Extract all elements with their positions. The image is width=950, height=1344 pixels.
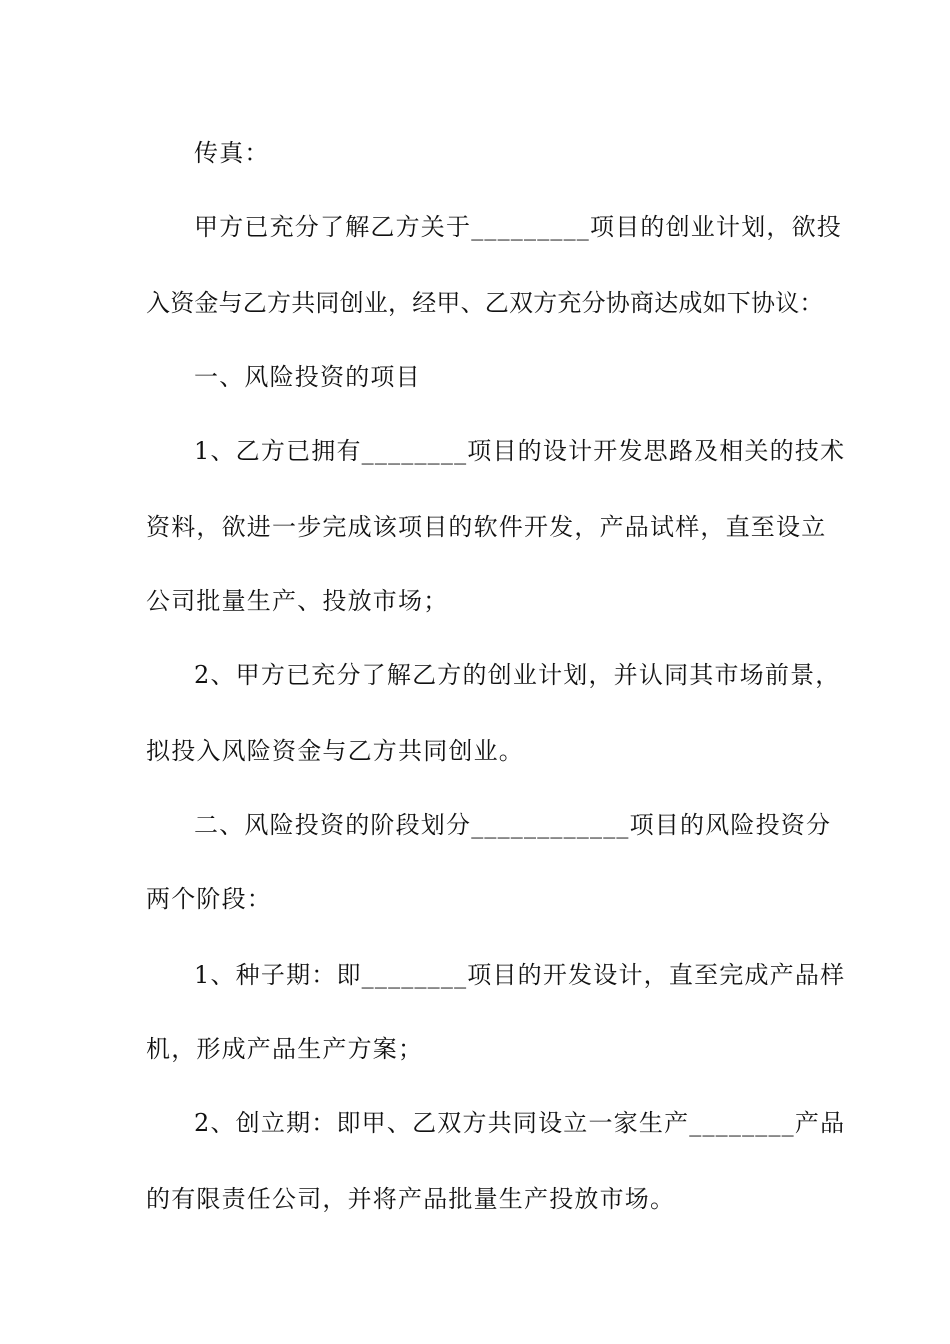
paragraph-intro-line-1: 甲方已充分了解乙方关于_________项目的创业计划，欲投 (194, 213, 842, 241)
clause-2-1-line-2: 机，形成产品生产方案； (146, 1035, 424, 1063)
clause-1-1-line-1: 1、乙方已拥有________项目的设计开发思路及相关的技术 (194, 437, 846, 465)
clause-2-2-line-2: 的有限责任公司，并将产品批量生产投放市场。 (146, 1185, 676, 1213)
clause-1-2-line-1: 2、甲方已充分了解乙方的创业计划，并认同其市场前景， (194, 661, 841, 689)
paragraph-intro-line-2: 入资金与乙方共同创业，经甲、乙双方充分协商达成如下协议： (146, 289, 824, 317)
clause-1-1-line-3: 公司批量生产、投放市场； (146, 587, 449, 615)
clause-1-1-line-2: 资料，欲进一步完成该项目的软件开发，产品试样，直至设立 (146, 513, 827, 541)
section-heading-2-line-2: 两个阶段： (146, 885, 272, 913)
fax-line: 传真： (194, 139, 270, 167)
clause-1-2-line-2: 拟投入风险资金与乙方共同创业。 (146, 737, 524, 765)
clause-2-1-line-1: 1、种子期：即________项目的开发设计，直至完成产品样 (194, 961, 846, 989)
section-heading-1: 一、风险投资的项目 (194, 363, 421, 391)
clause-2-2-line-1: 2、创立期：即甲、乙双方共同设立一家生产________产品 (194, 1109, 846, 1137)
section-heading-2-line-1: 二、风险投资的阶段划分____________项目的风险投资分 (194, 811, 832, 839)
